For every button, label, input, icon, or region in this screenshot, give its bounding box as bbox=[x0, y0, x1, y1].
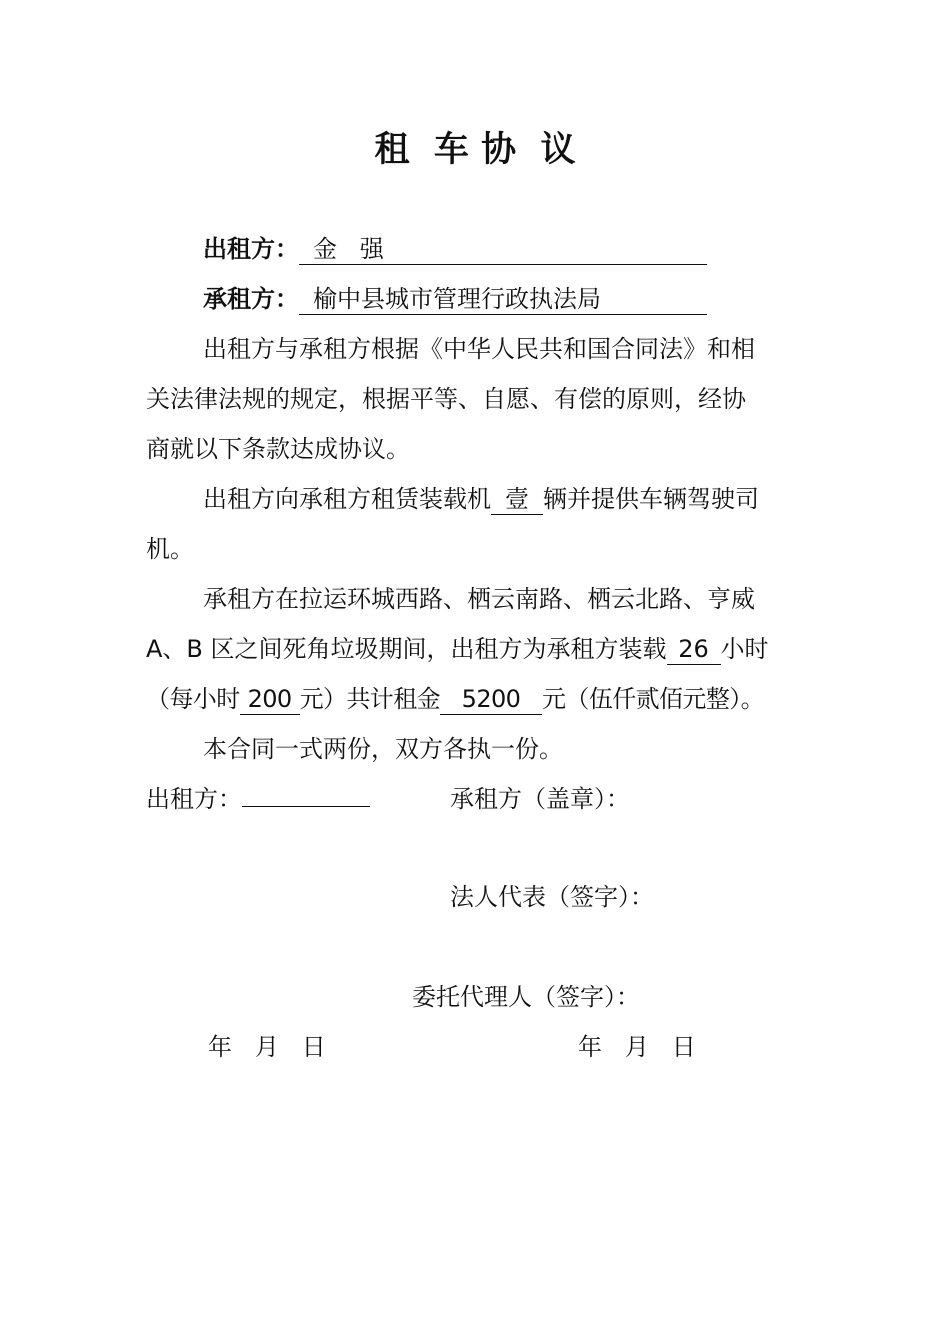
lessee-seal-label: 承租方（盖章）： bbox=[450, 785, 630, 813]
lessor-signature-label: 出租方： bbox=[146, 785, 242, 813]
para3-line1: 承租方在拉运环城西路、栖云南路、栖云北路、亨威 bbox=[203, 585, 755, 613]
para2-line2: 机。 bbox=[146, 535, 194, 563]
loader-quantity: 壹 bbox=[505, 485, 529, 513]
para3-line3 bbox=[146, 684, 810, 715]
document-title: 租 车 协 议 bbox=[374, 130, 576, 170]
lessee-label: 承租方： bbox=[203, 285, 299, 313]
lessee-value: 榆中县城市管理行政执法局 bbox=[313, 285, 601, 313]
lessor-label: 出租方： bbox=[203, 235, 299, 263]
date-left: 年 月 日 bbox=[208, 1033, 326, 1061]
hourly-rate-value: 200 bbox=[247, 685, 292, 713]
para2-pre: 出租方向承租方租赁装载机 bbox=[203, 485, 491, 513]
para2-post: 辆并提供车辆驾驶司 bbox=[543, 485, 759, 513]
lessee-line bbox=[203, 284, 810, 315]
hours-value: 26 bbox=[678, 635, 709, 663]
hours-field bbox=[667, 634, 721, 665]
loader-quantity-field bbox=[491, 484, 543, 515]
lessor-value: 金 强 bbox=[313, 235, 384, 263]
agent-signature-label: 委托代理人（签字）： bbox=[412, 983, 640, 1011]
lessee-value-field bbox=[299, 284, 707, 315]
lessor-value-field bbox=[299, 234, 707, 265]
para2-line1 bbox=[203, 484, 810, 515]
date-right: 年 月 日 bbox=[578, 1033, 696, 1061]
para1-line3: 商就以下条款达成协议。 bbox=[146, 435, 410, 463]
hourly-rate-field bbox=[240, 684, 300, 715]
para3-line3-c: 元（伍仟贰佰元整）。 bbox=[542, 685, 765, 713]
para3-line3-b: 元）共计租金 bbox=[299, 685, 441, 713]
lessor-signature-blank bbox=[242, 784, 370, 807]
lessor-line bbox=[203, 234, 810, 265]
para3-line3-a: （每小时 bbox=[146, 685, 240, 713]
para3-line2-post: 小时 bbox=[720, 635, 769, 663]
legal-rep-signature-label: 法人代表（签字）： bbox=[450, 883, 654, 911]
total-rent-value: 5200 bbox=[461, 685, 521, 713]
para1-line1: 出租方与承租方根据《中华人民共和国合同法》和相 bbox=[203, 335, 755, 363]
para1-line2: 关法律法规的规定，根据平等、自愿、有偿的原则，经协 bbox=[146, 385, 746, 413]
para3-line2-pre: A、B 区之间死角垃圾期间，出租方为承租方装载 bbox=[146, 635, 667, 663]
para4-line: 本合同一式两份，双方各执一份。 bbox=[203, 735, 563, 763]
para3-line2 bbox=[146, 634, 810, 665]
total-rent-field bbox=[440, 684, 542, 715]
